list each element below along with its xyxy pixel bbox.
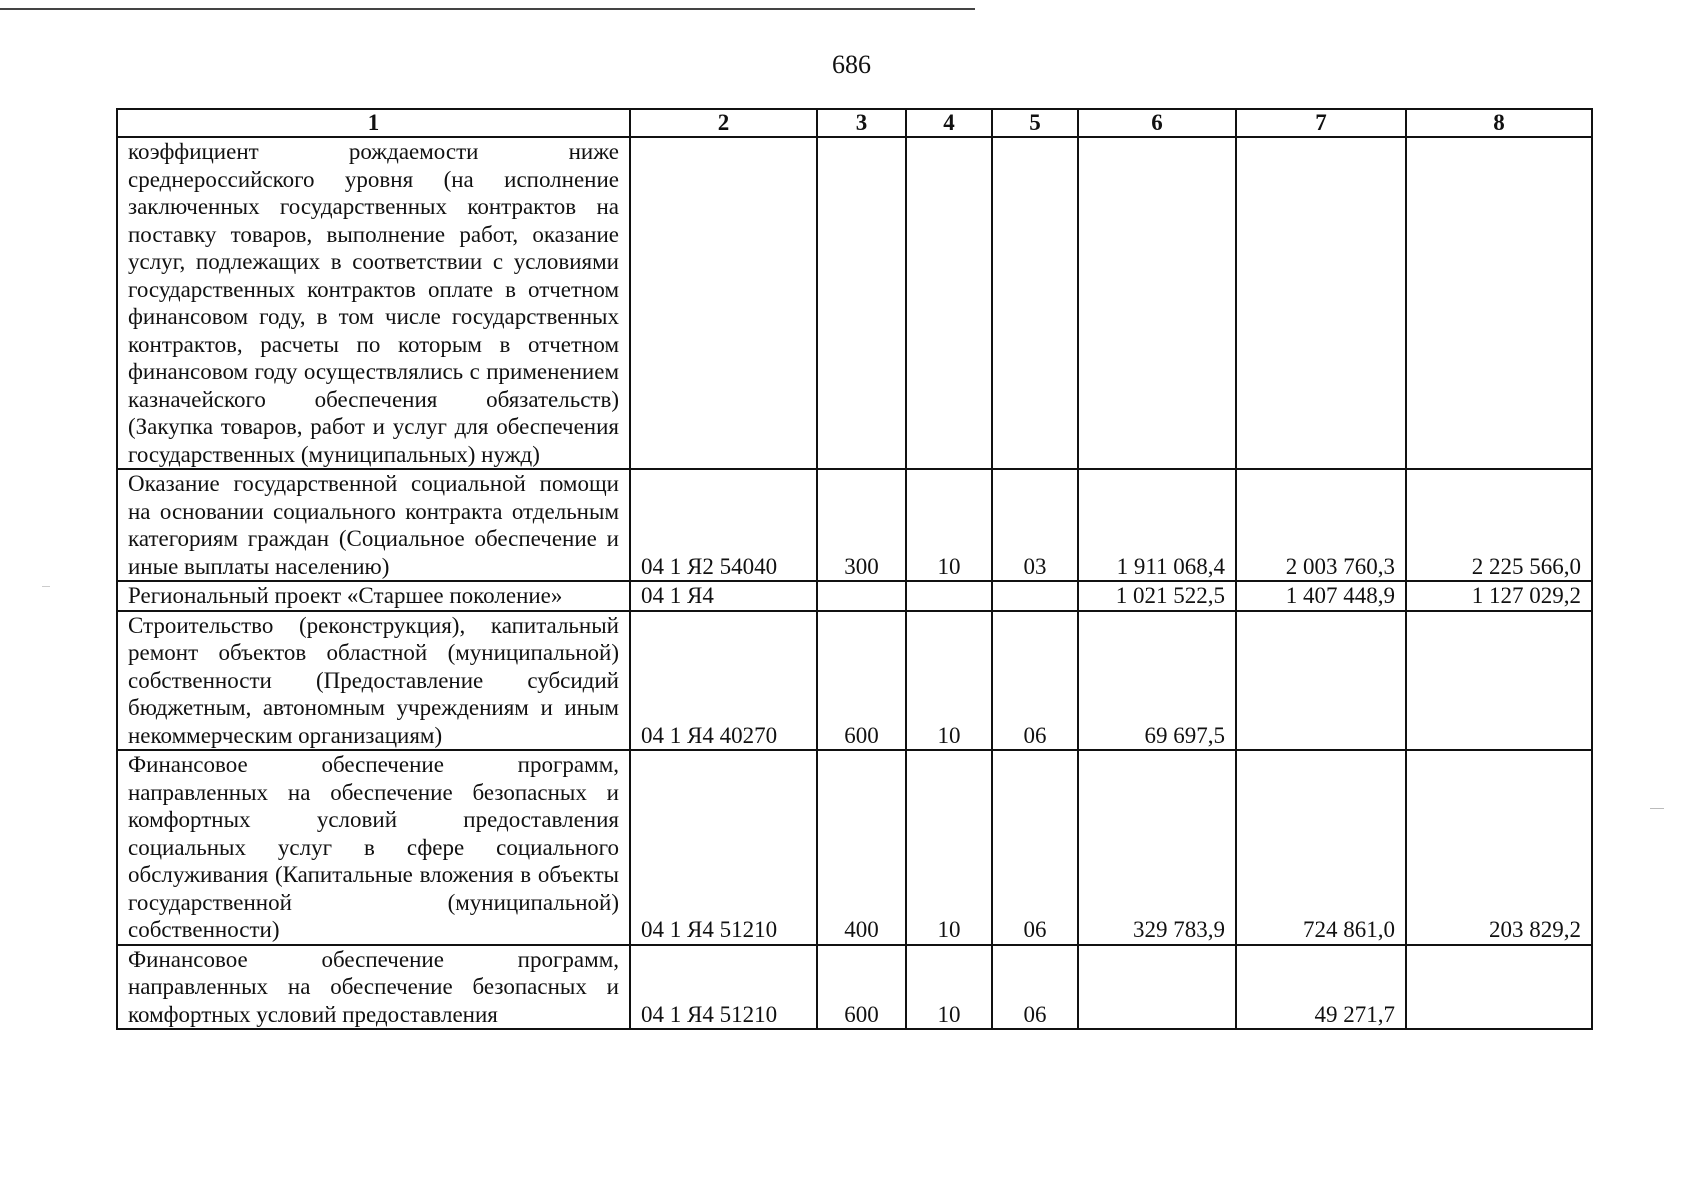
row-col8: 1 127 029,2 (1406, 581, 1592, 611)
row-col6: 329 783,9 (1078, 750, 1236, 945)
column-header: 5 (992, 109, 1078, 137)
row-col5 (992, 581, 1078, 611)
row-col6: 1 911 068,4 (1078, 469, 1236, 581)
row-col7: 1 407 448,9 (1236, 581, 1406, 611)
row-col7: 2 003 760,3 (1236, 469, 1406, 581)
row-col4: 10 (906, 469, 992, 581)
row-description: Строительство (реконструкция), капитальный ремонт объектов областной (муниципальной) собственности (Предоставление субсидий бюджетным, автономным учреждениям и иным некоммерческим организациям) (117, 611, 630, 751)
row-col3 (817, 581, 906, 611)
row-description: Финансовое обеспечение программ, направленных на обеспечение безопасных и комфортных условий предоставления социальных услуг в сфере социального обслуживания (Капитальные вложения в объекты государственной (муниципальной) собственности) (117, 750, 630, 945)
row-col6 (1078, 945, 1236, 1030)
column-header: 7 (1236, 109, 1406, 137)
row-col3: 600 (817, 611, 906, 751)
row-col3: 400 (817, 750, 906, 945)
column-header: 2 (630, 109, 817, 137)
row-col7 (1236, 611, 1406, 751)
row-description: Финансовое обеспечение программ, направленных на обеспечение безопасных и комфортных условий предоставления (117, 945, 630, 1030)
row-col3: 600 (817, 945, 906, 1030)
row-col4: 10 (906, 750, 992, 945)
row-col4: 10 (906, 611, 992, 751)
row-description: Оказание государственной социальной помощи на основании социального контракта отдельным категориям граждан (Социальное обеспечение и иные выплаты населению) (117, 469, 630, 581)
row-col5: 03 (992, 469, 1078, 581)
row-col5: 06 (992, 750, 1078, 945)
row-col8 (1406, 137, 1592, 469)
row-col6 (1078, 137, 1236, 469)
scan-edge-line (0, 8, 975, 10)
row-code (630, 137, 817, 469)
page-number: 686 (832, 50, 871, 79)
row-col7: 724 861,0 (1236, 750, 1406, 945)
table-header-row (117, 109, 1592, 137)
row-description: Региональный проект «Старшее поколение» (117, 581, 630, 611)
column-header: 8 (1406, 109, 1592, 137)
row-code: 04 1 Я4 (630, 581, 817, 611)
column-header: 1 (117, 109, 630, 137)
row-col6: 69 697,5 (1078, 611, 1236, 751)
scan-artifact-mark (1650, 808, 1664, 809)
row-col7: 49 271,7 (1236, 945, 1406, 1030)
row-col5 (992, 137, 1078, 469)
row-col8: 203 829,2 (1406, 750, 1592, 945)
row-code: 04 1 Я4 51210 (630, 750, 817, 945)
column-header: 6 (1078, 109, 1236, 137)
row-code: 04 1 Я4 40270 (630, 611, 817, 751)
row-col8 (1406, 611, 1592, 751)
column-header: 3 (817, 109, 906, 137)
column-header: 4 (906, 109, 992, 137)
row-col8 (1406, 945, 1592, 1030)
scan-artifact-mark (42, 586, 50, 587)
table-row (117, 611, 1592, 751)
row-code: 04 1 Я2 54040 (630, 469, 817, 581)
table-row (117, 469, 1592, 581)
row-col7 (1236, 137, 1406, 469)
budget-table (116, 108, 1593, 1030)
table-row (117, 137, 1592, 469)
table-row (117, 945, 1592, 1030)
row-description: коэффициент рождаемости ниже среднероссийского уровня (на исполнение заключенных государственных контрактов на поставку товаров, выполнение работ, оказание услуг, подлежащих в соответствии с условиями государственных контрактов оплате в отчетном финансовом году, в том числе государственных контрактов, расчеты по которым в отчетном финансовом году осуществлялись с применением казначейского обеспечения обязательств) (Закупка товаров, работ и услуг для обеспечения государственных (муниципальных) нужд) (117, 137, 630, 469)
row-code: 04 1 Я4 51210 (630, 945, 817, 1030)
row-col5: 06 (992, 611, 1078, 751)
table-row (117, 581, 1592, 611)
row-col6: 1 021 522,5 (1078, 581, 1236, 611)
row-col8: 2 225 566,0 (1406, 469, 1592, 581)
row-col3 (817, 137, 906, 469)
row-col4: 10 (906, 945, 992, 1030)
row-col5: 06 (992, 945, 1078, 1030)
table-row (117, 750, 1592, 945)
row-col4 (906, 581, 992, 611)
row-col4 (906, 137, 992, 469)
row-col3: 300 (817, 469, 906, 581)
